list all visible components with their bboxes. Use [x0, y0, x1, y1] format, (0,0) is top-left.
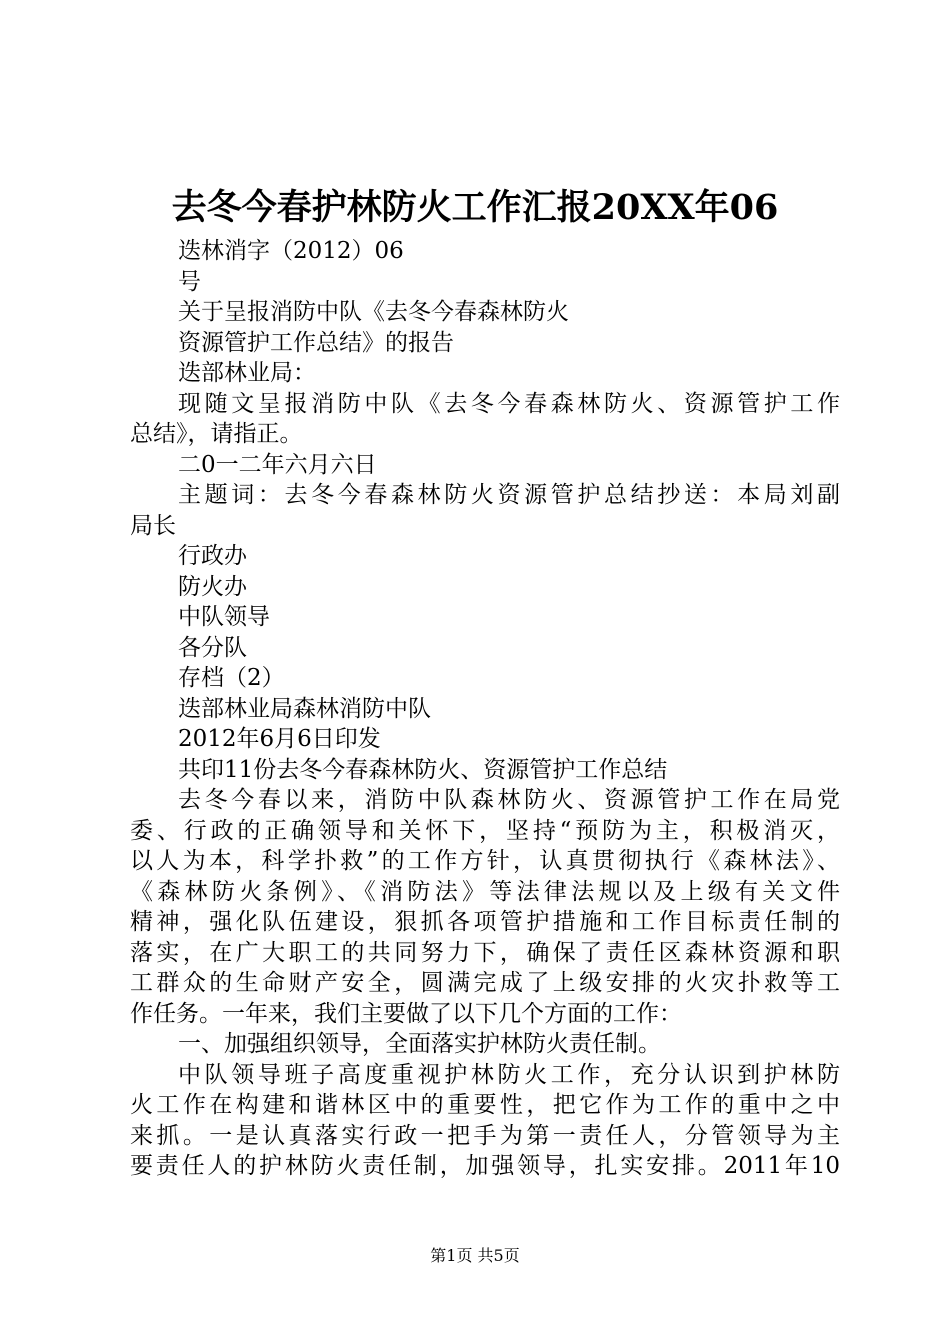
text-line: 去冬今春以来，消防中队森林防火、资源管护工作在局党: [178, 787, 840, 813]
text-line: 资源管护工作总结》的报告: [178, 329, 454, 356]
text-line: 行政办: [178, 543, 247, 569]
text-line: 中队领导班子高度重视护林防火工作，充分认识到护林防: [178, 1061, 840, 1088]
text-line: 各分队: [178, 634, 247, 661]
text-line: 火工作在构建和谐林区中的重要性，把它作为工作的重中之中: [130, 1092, 840, 1118]
text-line: 要责任人的护林防火责任制，加强领导，扎实安排。2011年10: [130, 1153, 840, 1179]
text-line: 主题词：去冬今春森林防火资源管护总结抄送：本局刘副: [178, 482, 840, 508]
text-line: 工群众的生命财产安全，圆满完成了上级安排的火灾扑救等工: [130, 970, 840, 996]
text-line: 委、行政的正确领导和关怀下，坚持“预防为主，积极消灭，: [130, 817, 840, 844]
text-line: 迭部林业局森林消防中队: [178, 695, 431, 722]
document-title: 去冬今春护林防火工作汇报20XX年06: [171, 187, 779, 228]
text-line: 迭部林业局：: [178, 360, 316, 386]
text-line: 存档（2）: [178, 665, 285, 691]
text-line: 迭林消字（2012）06: [178, 238, 404, 264]
text-line: 共印11份去冬今春森林防火、资源管护工作总结: [178, 756, 668, 783]
page-footer: 第1页 共5页: [430, 1246, 520, 1265]
text-line: 落实，在广大职工的共同努力下，确保了责任区森林资源和职: [130, 939, 840, 966]
text-line: 防火办: [178, 573, 247, 600]
text-line: 总结》，请指正。: [130, 421, 303, 447]
text-line: 以人为本，科学扑救”的工作方针，认真贯彻执行《森林法》、: [130, 848, 840, 874]
text-line: 局长: [130, 512, 176, 539]
text-line: 号: [178, 268, 201, 295]
text-line: 2012年6月6日印发: [178, 726, 381, 752]
text-line: 作任务。一年来，我们主要做了以下几个方面的工作：: [130, 1000, 682, 1027]
text-line: 二0一二年六月六日: [178, 451, 377, 478]
text-line: 《森林防火条例》、《消防法》等法律法规以及上级有关文件: [130, 878, 840, 905]
text-line: 中队领导: [178, 604, 270, 630]
document-body: [130, 236, 840, 1182]
text-line: 关于呈报消防中队《去冬今春森林防火: [178, 299, 569, 325]
text-line: 精神，强化队伍建设，狠抓各项管护措施和工作目标责任制的: [130, 909, 840, 935]
text-line: 一、加强组织领导，全面落实护林防火责任制。: [178, 1031, 661, 1057]
text-line: 现随文呈报消防中队《去冬今春森林防火、资源管护工作: [178, 390, 840, 417]
text-line: 来抓。一是认真落实行政一把手为第一责任人，分管领导为主: [130, 1122, 840, 1149]
